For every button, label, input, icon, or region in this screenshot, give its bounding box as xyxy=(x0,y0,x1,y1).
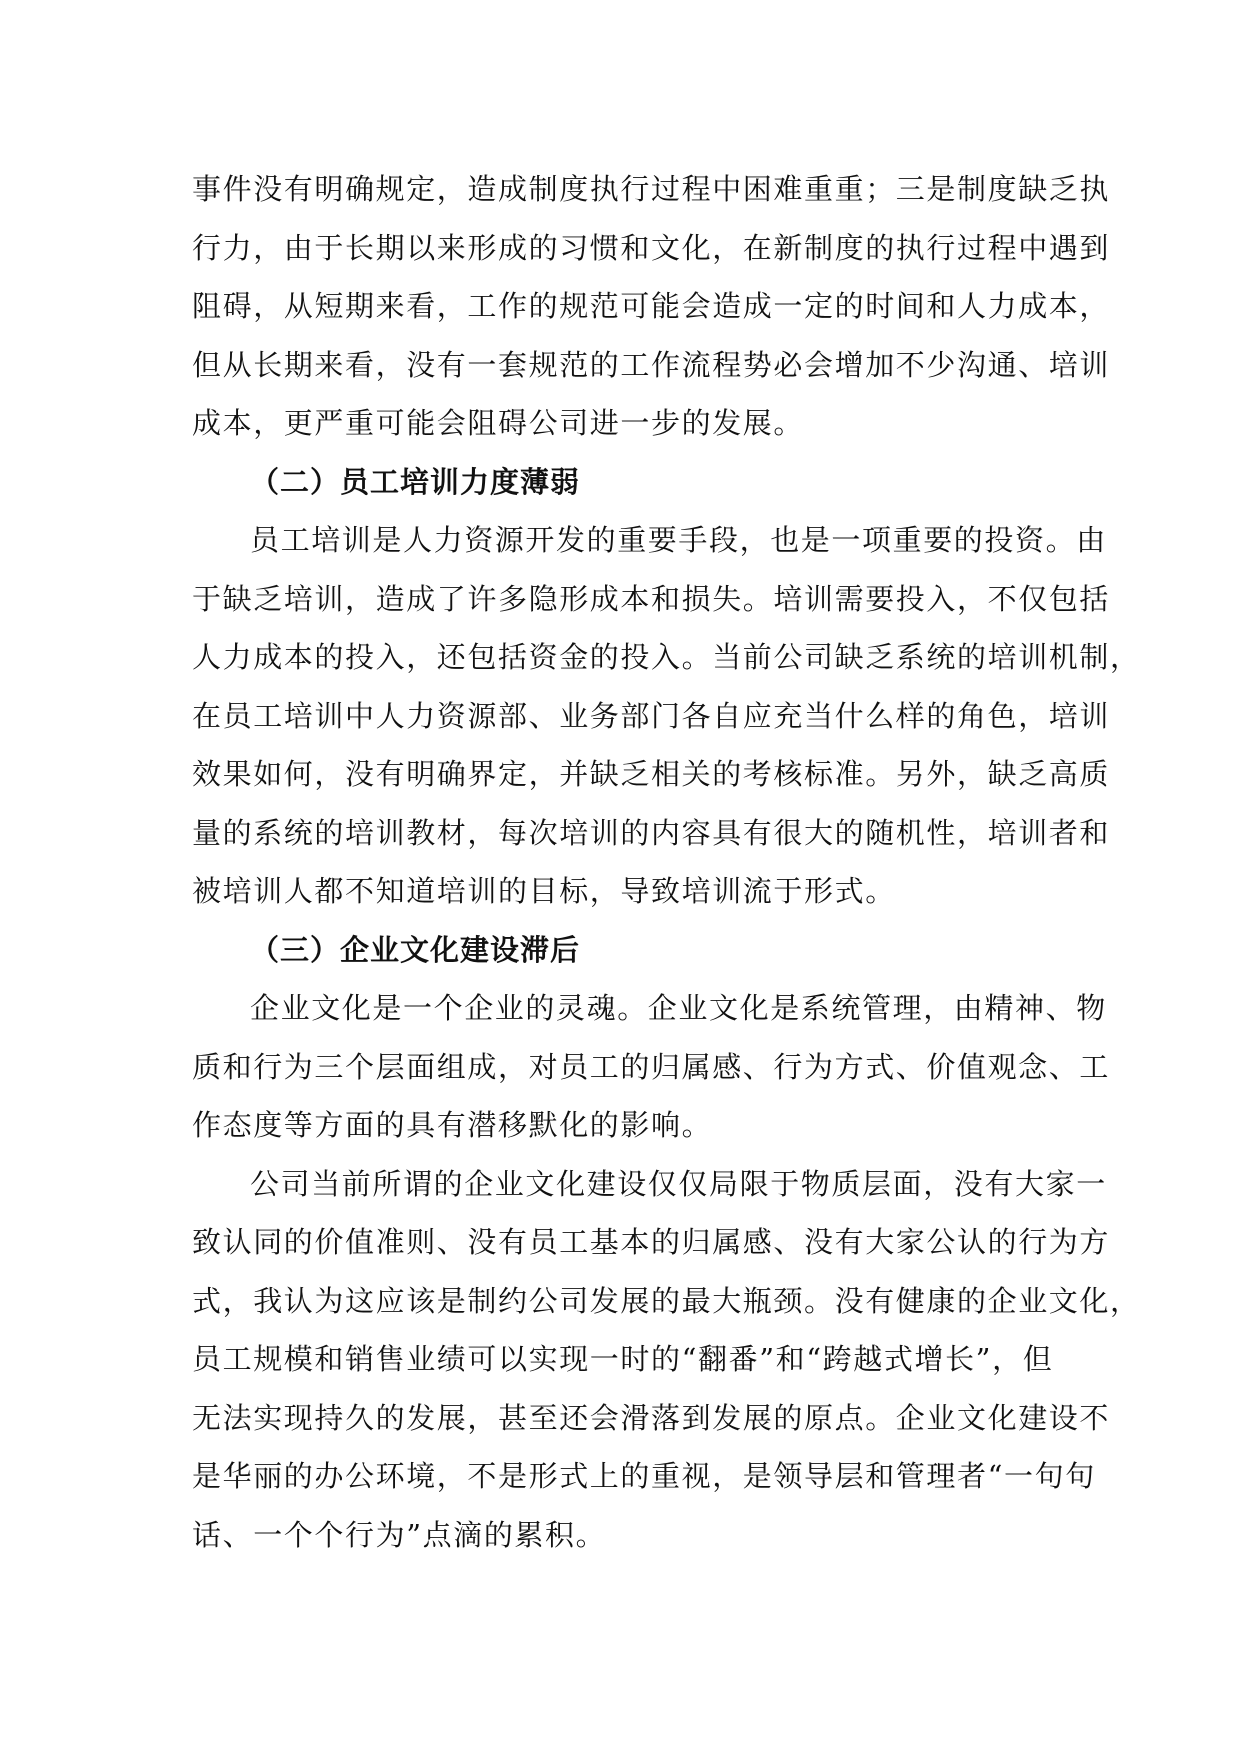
paragraph-line: 质和行为三个层面组成，对员工的归属感、行为方式、价值观念、工 xyxy=(192,1049,1111,1084)
paragraph-line: 被培训人都不知道培训的目标，导致培训流于形式。 xyxy=(192,874,896,908)
paragraph-line: 是华丽的办公环境，不是形式上的重视，是领导层和管理者“一句句 xyxy=(192,1459,1096,1493)
paragraph-line: 行力，由于长期以来形成的习惯和文化，在新制度的执行过程中遇到 xyxy=(192,230,1111,265)
paragraph-line: 阻碍，从短期来看，工作的规范可能会造成一定的时间和人力成本， xyxy=(192,289,1111,323)
paragraph-line: 无法实现持久的发展，甚至还会滑落到发展的原点。企业文化建设不 xyxy=(192,1400,1111,1435)
paragraph-line: 式，我认为这应该是制约公司发展的最大瓶颈。没有健康的企业文化， xyxy=(192,1283,1141,1318)
paragraph-line: 于缺乏培训，造成了许多隐形成本和损失。培训需要投入，不仅包括 xyxy=(192,581,1111,616)
paragraph-line: 效果如何，没有明确界定，并缺乏相关的考核标准。另外，缺乏高质 xyxy=(192,757,1111,791)
paragraph-line: 量的系统的培训教材，每次培训的内容具有很大的随机性，培训者和 xyxy=(192,815,1111,850)
section-heading-3: （三）企业文化建设滞后 xyxy=(250,932,581,967)
paragraph-line: 话、一个个行为”点滴的累积。 xyxy=(192,1517,607,1552)
paragraph-line: 成本，更严重可能会阻碍公司进一步的发展。 xyxy=(192,406,805,440)
paragraph-line: 致认同的价值准则、没有员工基本的归属感、没有大家公认的行为方 xyxy=(192,1225,1111,1259)
paragraph-line: 作态度等方面的具有潜移默化的影响。 xyxy=(192,1108,713,1142)
paragraph-line: 事件没有明确规定，造成制度执行过程中困难重重；三是制度缺乏执 xyxy=(192,172,1111,206)
paragraph-line: 企业文化是一个企业的灵魂。企业文化是系统管理，由精神、物 xyxy=(250,991,1107,1025)
paragraph-line: 在员工培训中人力资源部、业务部门各自应充当什么样的角色，培训 xyxy=(192,698,1111,733)
paragraph-line: 员工培训是人力资源开发的重要手段，也是一项重要的投资。由 xyxy=(250,523,1107,557)
document-body xyxy=(192,160,1141,1564)
section-heading-2: （二）员工培训力度薄弱 xyxy=(250,464,581,499)
paragraph-line: 员工规模和销售业绩可以实现一时的“翻番”和“跨越式增长”，但 xyxy=(192,1342,1054,1376)
paragraph-line: 公司当前所谓的企业文化建设仅仅局限于物质层面，没有大家一 xyxy=(250,1166,1107,1201)
paragraph-line: 人力成本的投入，还包括资金的投入。当前公司缺乏系统的培训机制， xyxy=(192,640,1141,674)
paragraph-line: 但从长期来看，没有一套规范的工作流程势必会增加不少沟通、培训 xyxy=(192,347,1111,382)
